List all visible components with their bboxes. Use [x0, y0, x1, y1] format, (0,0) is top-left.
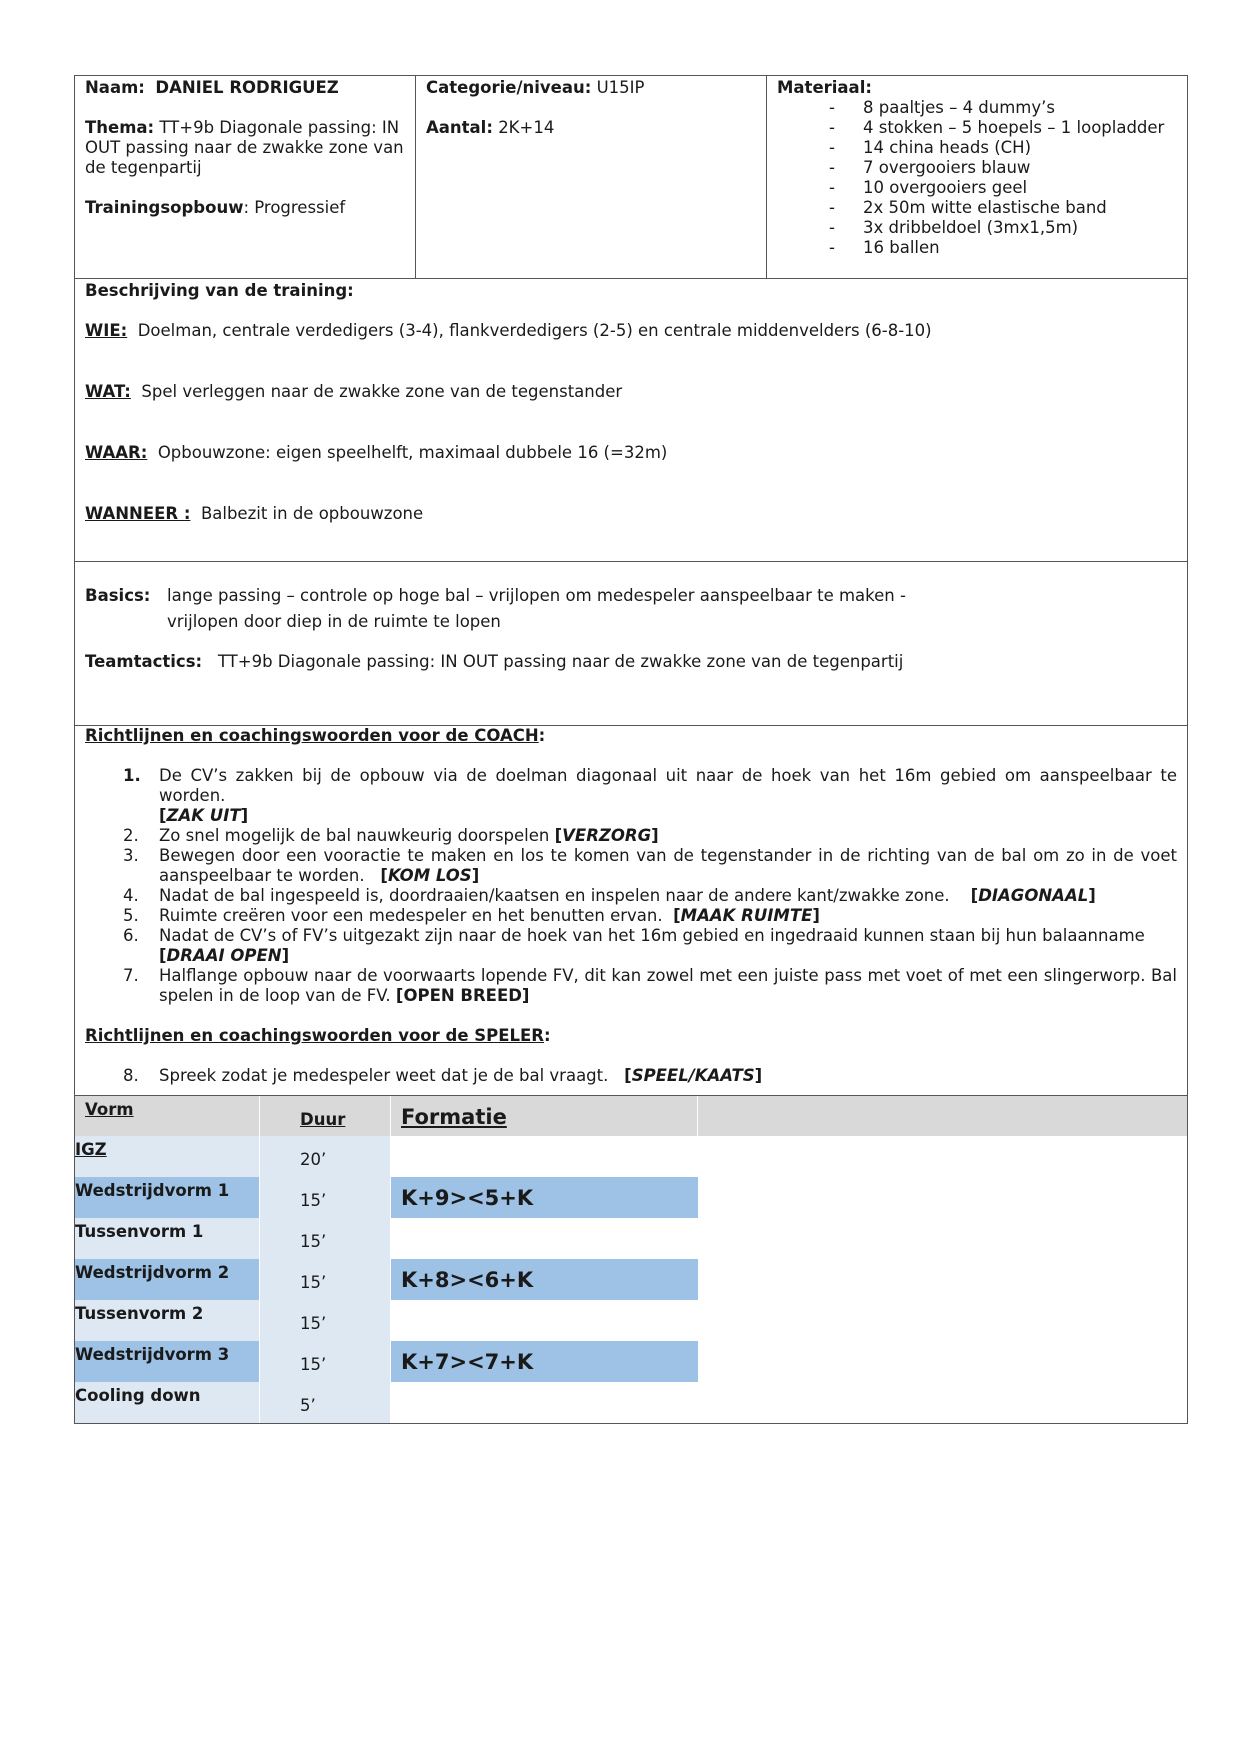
materiaal-item: - 14 china heads (CH) [829, 138, 1032, 157]
duur-cell: 15’ [260, 1218, 391, 1259]
header-formatie: Formatie [391, 1096, 698, 1136]
coach-item: 6. Nadat de CV’s of FV’s uitgezakt zijn naar de hoek van het 16m gebied en ingedraaid kunnen staan bij hun balaanname [DRAAI OPEN] [123, 926, 1145, 965]
materiaal-item: - 3x dribbeldoel (3mx1,5m) [829, 218, 1079, 237]
formatie-cell [391, 1136, 698, 1177]
training-form-table [74, 75, 1188, 1096]
vorm-cell: Wedstrijdvorm 3 [75, 1341, 260, 1382]
thema-label: Thema: [85, 118, 155, 137]
speler-title: Richtlijnen en coachingswoorden voor de SPELER [85, 1026, 545, 1045]
schedule-header-row [75, 1096, 1187, 1136]
basics-label: Basics: [85, 586, 151, 605]
vorm-cell: Wedstrijdvorm 1 [75, 1177, 260, 1218]
naam-label: Naam: [85, 78, 145, 97]
wanneer-value: Balbezit in de opbouwzone [200, 504, 424, 523]
schedule-row [75, 1177, 1187, 1218]
materiaal-item: - 4 stokken – 5 hoepels – 1 loopladder [829, 118, 1165, 137]
schedule-row [75, 1218, 1187, 1259]
formatie-cell: K+9><5+K [391, 1177, 698, 1218]
vorm-cell: Wedstrijdvorm 2 [75, 1259, 260, 1300]
opbouw-value: : Progressief [243, 198, 346, 217]
teamtactics-label: Teamtactics: [85, 652, 203, 671]
schedule-row [75, 1136, 1187, 1177]
basics-line-1: lange passing – controle op hoge bal – vrijlopen om medespeler aanspeelbaar te maken - [167, 586, 906, 605]
materiaal-label: Materiaal: [777, 78, 872, 97]
speler-list [85, 1066, 1177, 1086]
duur-cell: 20’ [260, 1136, 391, 1177]
schedule-row [75, 1341, 1187, 1382]
basics-section [75, 562, 1188, 726]
formatie-cell [391, 1300, 698, 1341]
coach-item: 4. Nadat de bal ingespeeld is, doordraaien/kaatsen en inspelen naar de andere kant/zwakke zone. [DIAGONAAL] [123, 886, 1096, 905]
naam-value: DANIEL RODRIGUEZ [155, 78, 339, 97]
wanneer-label: WANNEER : [85, 504, 191, 523]
speler-item: 8. Spreek zodat je medespeler weet dat je de bal vraagt. [SPEEL/KAATS] [123, 1066, 763, 1085]
materiaal-item: - 10 overgooiers geel [829, 178, 1028, 197]
schedule-row [75, 1300, 1187, 1341]
coach-item: 1. De CV’s zakken bij de opbouw via de doelman diagonaal uit naar de hoek van het 16m gebied om aanspeelbaar te worden. [ZAK UIT] [123, 766, 1177, 825]
schedule-row [75, 1382, 1187, 1423]
schedule-row [75, 1259, 1187, 1300]
header-empty [698, 1096, 1188, 1136]
wie-value: Doelman, centrale verdedigers (3-4), flankverdedigers (2-5) en centrale middenvelders (6-8-10) [137, 321, 932, 340]
wat-value: Spel verleggen naar de zwakke zone van de tegenstander [141, 382, 623, 401]
vorm-cell: Cooling down [75, 1382, 260, 1423]
header-cell-categorie [416, 76, 767, 279]
coach-title: Richtlijnen en coachingswoorden voor de COACH [85, 726, 539, 745]
duur-cell: 15’ [260, 1259, 391, 1300]
categorie-value: U15IP [596, 78, 645, 97]
wie-label: WIE: [85, 321, 128, 340]
aantal-value: 2K+14 [498, 118, 555, 137]
coach-list [85, 766, 1177, 1006]
schedule-table [75, 1096, 1187, 1423]
beschrijving-section [75, 279, 1188, 562]
coach-title-colon: : [538, 726, 546, 745]
header-vorm: Vorm [75, 1096, 260, 1136]
vorm-cell: Tussenvorm 1 [75, 1218, 260, 1259]
duur-cell: 5’ [260, 1382, 391, 1423]
formatie-cell [391, 1218, 698, 1259]
materiaal-item: - 8 paaltjes – 4 dummy’s [829, 98, 1055, 117]
speler-title-colon: : [544, 1026, 551, 1045]
header-cell-materiaal [767, 76, 1188, 279]
basics-line-2: vrijlopen door diep in de ruimte te lopen [167, 612, 501, 631]
materiaal-item: - 7 overgooiers blauw [829, 158, 1031, 177]
categorie-label: Categorie/niveau: [426, 78, 592, 97]
materiaal-item: - 16 ballen [829, 238, 940, 257]
header-duur: Duur [260, 1096, 391, 1136]
materiaal-item: - 2x 50m witte elastische band [829, 198, 1107, 217]
coach-item: 3. Bewegen door een vooractie te maken en los te komen van de tegenstander in de richting van de bal om zo in de voet aanspeelbaar te worden. [KOM LOS] [123, 846, 1177, 885]
coach-item: 7. Halflange opbouw naar de voorwaarts lopende FV, dit kan zowel met een juiste pass met voet of met een slingerworp. Bal spelen in de loop van de FV. [OPEN BREED] [123, 966, 1177, 1005]
header-cell-naam [75, 76, 416, 279]
coach-item: 5. Ruimte creëren voor een medespeler en het benutten ervan. [MAAK RUIMTE] [123, 906, 820, 925]
thema-value: TT+9b Diagonale passing: IN OUT passing naar de zwakke zone van de tegenpartij [85, 118, 404, 177]
vorm-cell: IGZ [75, 1136, 260, 1177]
duur-cell: 15’ [260, 1341, 391, 1382]
wat-label: WAT: [85, 382, 131, 401]
teamtactics-value: TT+9b Diagonale passing: IN OUT passing naar de zwakke zone van de tegenpartij [217, 652, 904, 671]
coaching-section [75, 726, 1188, 1096]
coach-item: 2. Zo snel mogelijk de bal nauwkeurig doorspelen [VERZORG] [123, 826, 659, 845]
schedule-wrapper [74, 1096, 1188, 1424]
formatie-cell: K+8><6+K [391, 1259, 698, 1300]
waar-value: Opbouwzone: eigen speelhelft, maximaal dubbele 16 (=32m) [157, 443, 668, 462]
aantal-label: Aantal: [426, 118, 493, 137]
training-document [74, 75, 1188, 1424]
duur-cell: 15’ [260, 1177, 391, 1218]
waar-label: WAAR: [85, 443, 148, 462]
formatie-cell: K+7><7+K [391, 1341, 698, 1382]
duur-cell: 15’ [260, 1300, 391, 1341]
vorm-cell: Tussenvorm 2 [75, 1300, 260, 1341]
beschrijving-title: Beschrijving van de training: [85, 281, 354, 300]
opbouw-label: Trainingsopbouw [85, 198, 244, 217]
materiaal-list [777, 98, 1177, 258]
formatie-cell [391, 1382, 698, 1423]
